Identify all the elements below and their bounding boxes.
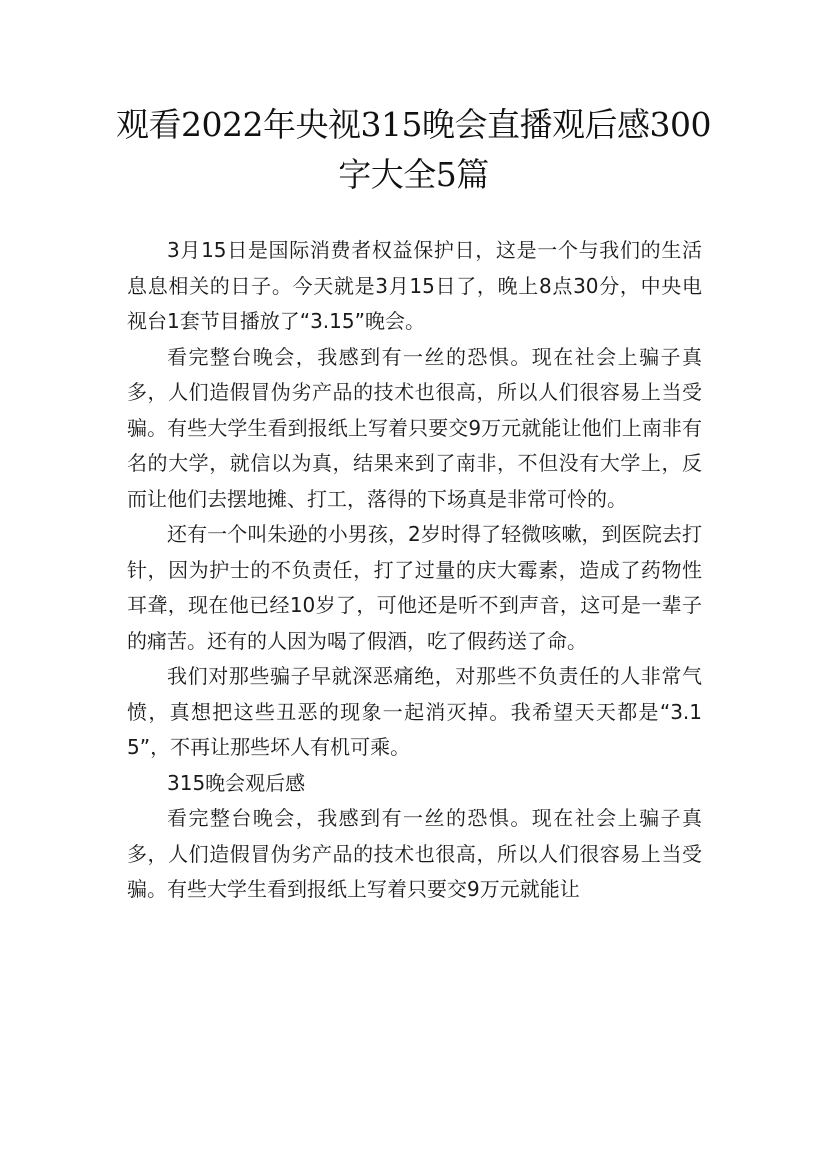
- paragraph: 还有一个叫朱逊的小男孩，2岁时得了轻微咳嗽，到医院去打针，因为护士的不负责任，打了过量的庆大霉素，造成了药物性耳聋，现在他已经10岁了，可他还是听不到声音，这可是一辈子的痛苦。还有的人因为喝了假酒，吃了假药送了命。: [127, 522, 702, 653]
- document-title: 观看2022年央视315晚会直播观后感300字大全5篇: [116, 105, 711, 194]
- document-body: [127, 233, 702, 908]
- paragraph: 我们对那些骗子早就深恶痛绝，对那些不负责任的人非常气愤，真想把这些丑恶的现象一起消灭掉。我希望天天都是“3.15”，不再让那些坏人有机可乘。: [127, 664, 702, 759]
- paragraph: 3月15日是国际消费者权益保护日，这是一个与我们的生活息息相关的日子。今天就是3月15日了，晚上8点30分，中央电视台1套节目播放了“3.15”晚会。: [127, 238, 702, 333]
- paragraph: 看完整台晚会，我感到有一丝的恐惧。现在社会上骗子真多，人们造假冒伪劣产品的技术也很高，所以人们很容易上当受骗。有些大学生看到报纸上写着只要交9万元就能让他们上南非有名的大学，就信以为真，结果来到了南非，不但没有大学上，反而让他们去摆地摊、打工，落得的下场真是非常可怜的。: [127, 344, 702, 511]
- section-heading: 315晚会观后感: [167, 770, 306, 795]
- paragraph: 看完整台晚会，我感到有一丝的恐惧。现在社会上骗子真多，人们造假冒伪劣产品的技术也很高，所以人们很容易上当受骗。有些大学生看到报纸上写着只要交9万元就能让: [127, 806, 702, 901]
